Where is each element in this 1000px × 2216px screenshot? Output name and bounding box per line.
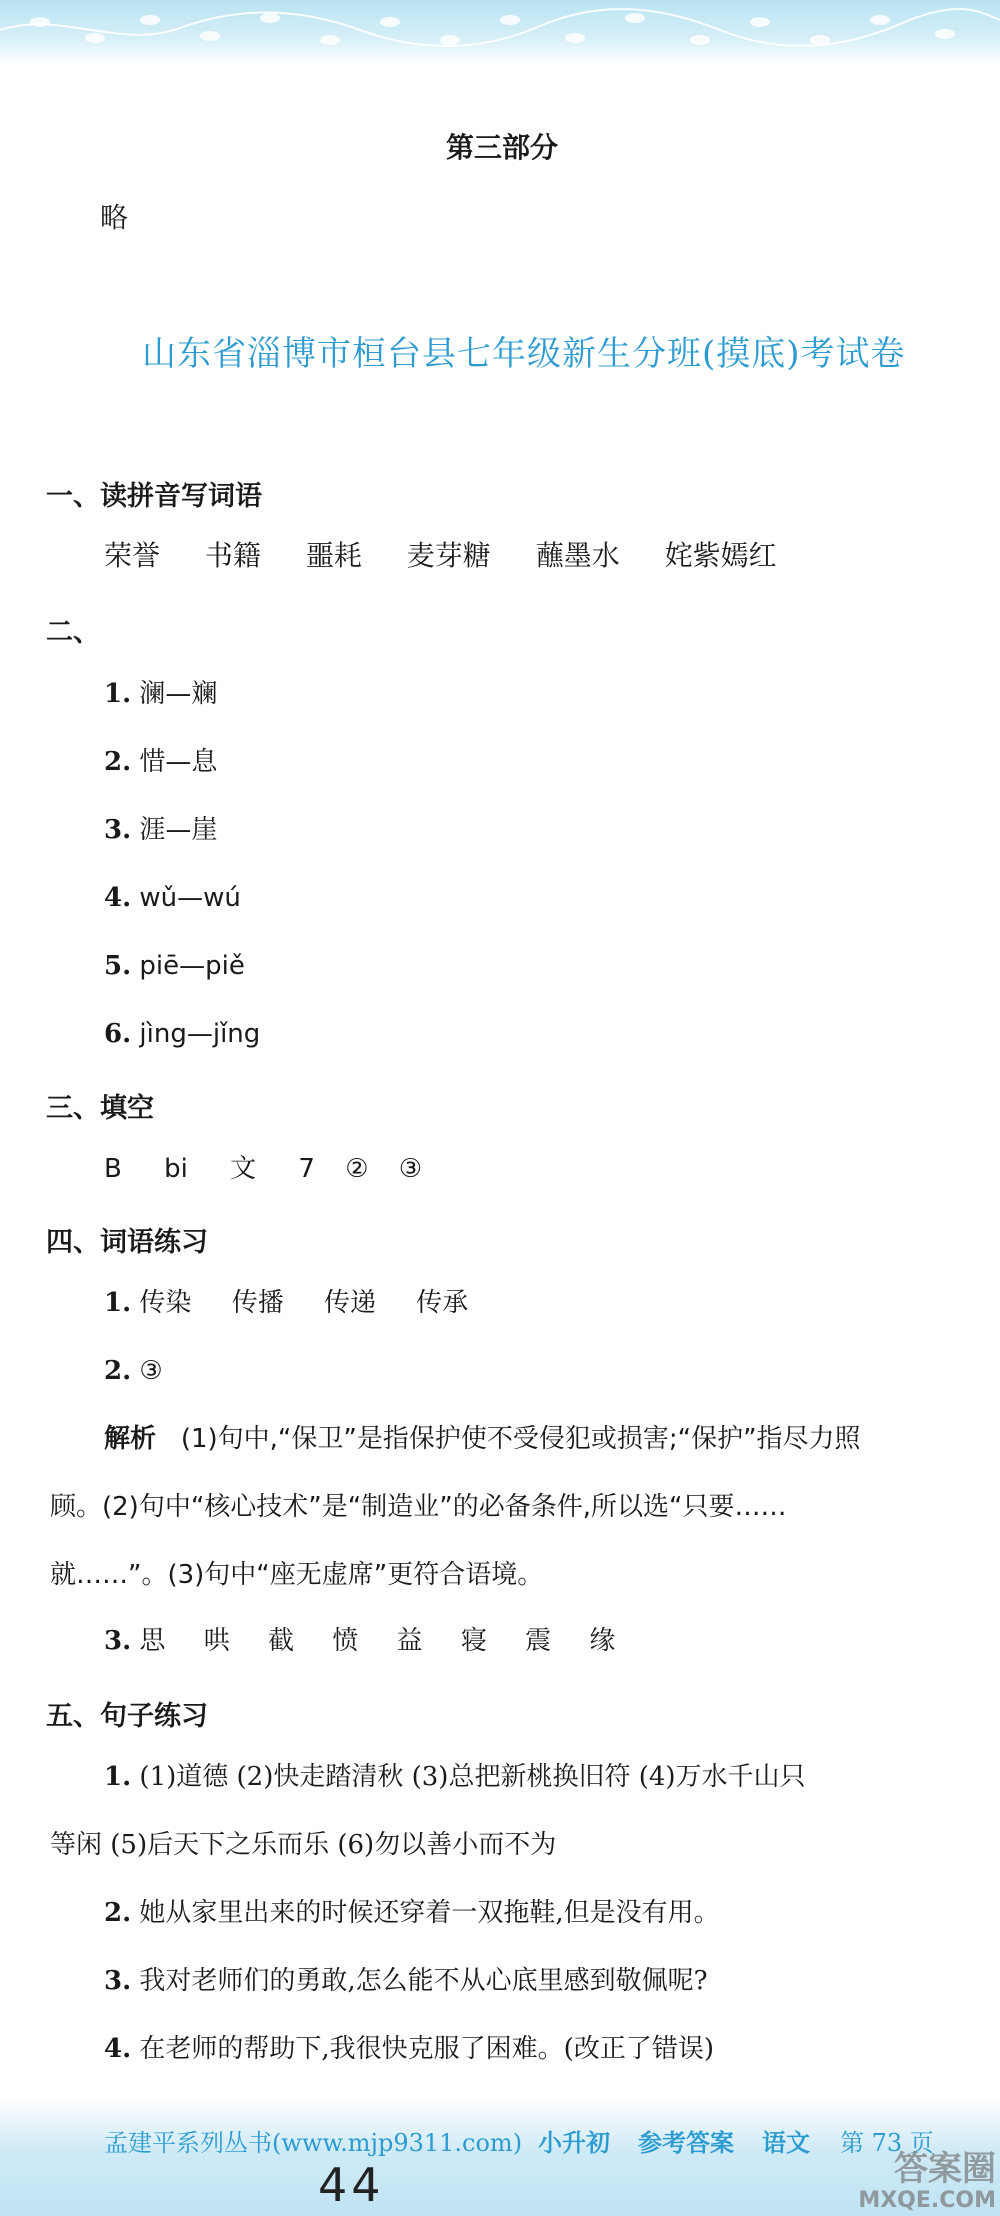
word: 蘸墨水 [535, 539, 620, 572]
s5-q1-line-2: 等闲 (5)后天下之乐而乐 (6)勿以善小而不为 [50, 1830, 557, 1860]
section-4-title: 四、词语练习 [46, 1227, 208, 1258]
list-item: 3. 涯—崖 [104, 815, 218, 845]
section-3-title: 三、填空 [46, 1093, 154, 1124]
top-banner [0, 0, 1000, 64]
list-item: 5. piē—piě [104, 951, 245, 981]
watermark: 答案圈 MXQE.COM [858, 2149, 996, 2213]
s5-q3: 3. 我对老师们的勇敢,怎么能不从心底里感到敬佩呢? [104, 1966, 708, 1996]
word: 噩耗 [305, 539, 362, 572]
list-item: 1. 澜—斓 [104, 679, 218, 709]
word: 书籍 [204, 539, 261, 572]
footer-answer-label: 参考答案 [638, 2128, 734, 2157]
footer-grade: 小升初 [538, 2128, 610, 2157]
section-1-words [104, 538, 777, 574]
s5-q4: 4. 在老师的帮助下,我很快克服了困难。(改正了错误) [104, 2034, 714, 2064]
word: 荣誉 [104, 539, 161, 572]
part-title: 第三部分 [446, 131, 559, 164]
s4-q2: 2. ③ [104, 1356, 163, 1386]
list-item: 2. 惜—息 [104, 747, 218, 777]
footer-subject: 语文 [762, 2128, 810, 2157]
section-5-title: 五、句子练习 [46, 1701, 208, 1732]
s4-q3: 3. 思 哄 截 愤 益 寝 震 缘 [104, 1626, 616, 1656]
s4-analysis-line-3: 就……”。(3)句中“座无虚席”更符合语境。 [50, 1560, 544, 1590]
section-2-title: 二、 [46, 617, 100, 648]
s5-q2: 2. 她从家里出来的时候还穿着一双拖鞋,但是没有用。 [104, 1898, 720, 1928]
list-item: 6. jìng—jǐng [104, 1019, 261, 1049]
word: 姹紫嫣红 [664, 539, 777, 572]
omitted-note: 略 [100, 201, 129, 234]
word: 麦芽糖 [406, 539, 491, 572]
footer-page-number: 第 73 页 [840, 2129, 934, 2157]
s5-q1-line-1: 1. (1)道德 (2)快走踏清秋 (3)总把新桃换旧符 (4)万水千山只 [104, 1762, 806, 1792]
s4-q1: 1. 传染 传播 传递 传承 [104, 1288, 469, 1318]
vine-decoration-icon [0, 0, 1000, 64]
section-1-title: 一、读拼音写词语 [46, 481, 262, 512]
footer-series: 孟建平系列丛书(www.mjp9311.com) [104, 2129, 523, 2157]
fill-blank-answers: B bi 文 7 ② ③ [104, 1154, 423, 1184]
s4-analysis-line-2: 顾。(2)句中“核心技术”是“制造业”的必备条件,所以选“只要…… [50, 1492, 787, 1522]
list-item: 4. wǔ—wú [104, 883, 241, 913]
s4-analysis-line-1: 解析 (1)句中,“保卫”是指保护使不受侵犯或损害;“保护”指尽力照 [104, 1424, 861, 1454]
handwritten-number: 44 [318, 2158, 385, 2212]
exam-title: 山东省淄博市桓台县七年级新生分班(摸底)考试卷 [142, 334, 906, 374]
